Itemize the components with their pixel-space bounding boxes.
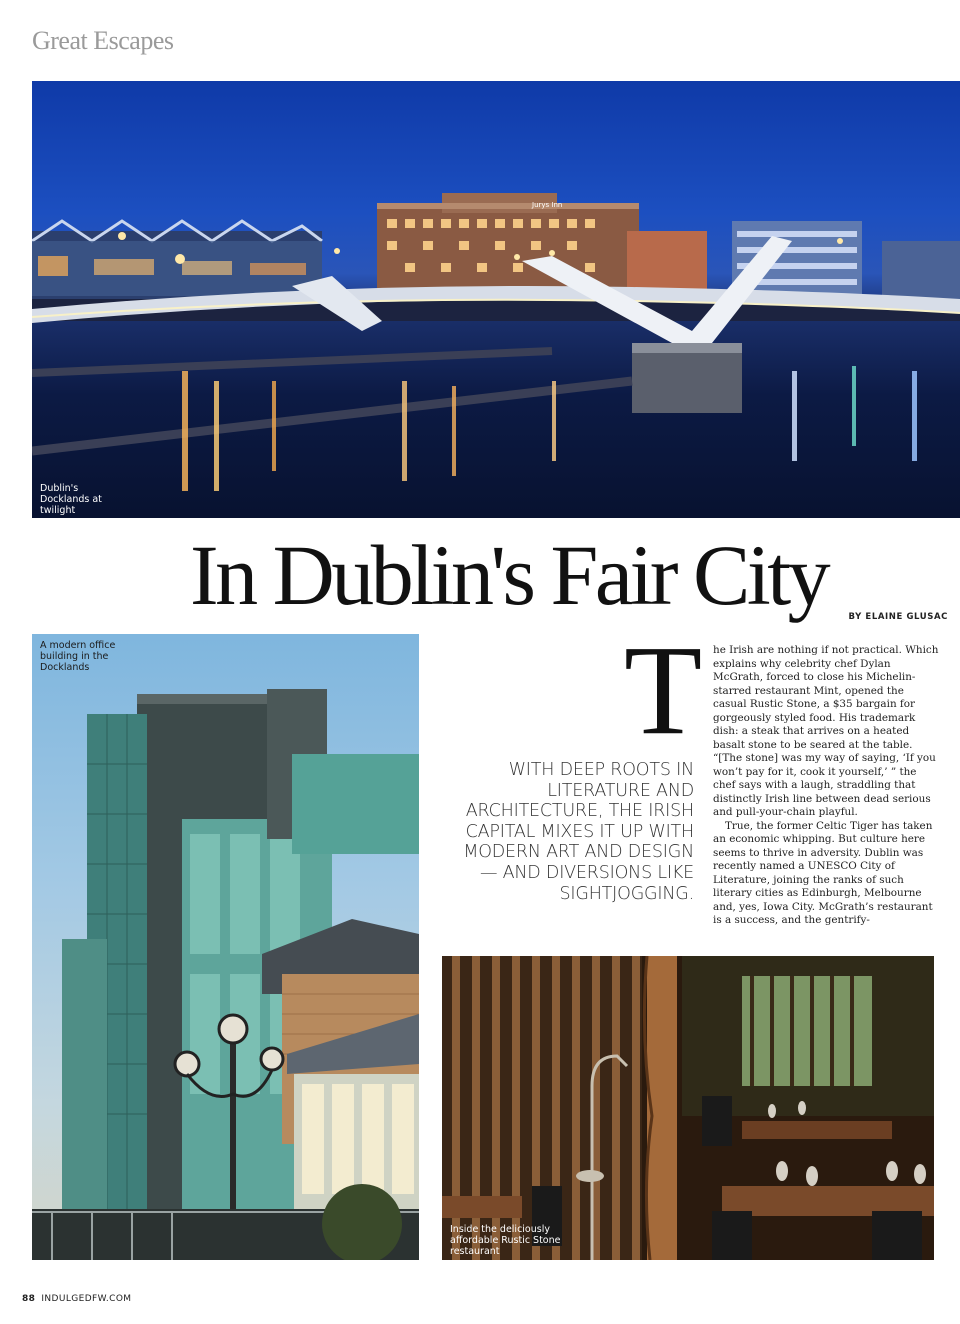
- office-photo: [32, 634, 419, 1260]
- headline: In Dublin's Fair City: [190, 527, 828, 623]
- office-building-illustration: [32, 634, 419, 1260]
- page-number: 88: [22, 1294, 36, 1304]
- restaurant-photo: [442, 956, 934, 1260]
- body-paragraph: True, the former Celtic Tiger has taken an economic whipping. But culture here seems to thrive in adversity. Dublin was recently named a UNESCO City of Literature, joining the ranks of such literary cities as Edinburgh, Melbourne and, yes, Iowa City. McGrath’s restaurant is a success, and the gentrify-: [713, 819, 933, 926]
- office-caption: A modern office building in the Docklands: [40, 640, 116, 673]
- hero-caption: Dublin's Docklands at twilight: [40, 483, 102, 516]
- hotel-sign: Jurys Inn: [532, 201, 563, 209]
- byline: BY ELAINE GLUSAC: [848, 612, 948, 622]
- site-url[interactable]: INDULGEDFW.COM: [41, 1294, 132, 1304]
- deck-text: WITH DEEP ROOTS IN LITERATURE AND ARCHITECTURE, THE IRISH CAPITAL MIXES IT UP WITH MODERN ART AND DESIGN — AND DIVERSIONS LIKE SIGHTJOGGING.: [463, 760, 694, 904]
- page-footer: [22, 1294, 131, 1304]
- body-paragraph: he Irish are nothing if not practical. Which explains why celebrity chef Dylan McGrath, forced to close his Michelin-starred restaurant Mint, opened the casual Rustic Stone, a $35 bargain for gorgeously styled food. His trademark dish: a steak that arrives on a heated basalt stone to be seared at the table. “[The stone] was my way of saying, ‘If you won’t pay for it, cook it yourself,’ ” the chef says with a laugh, straddling that distinctly Irish line between dead serious and pull-your-chain playful.: [713, 644, 939, 818]
- hero-photo: [32, 81, 960, 518]
- restaurant-interior-illustration: [442, 956, 934, 1260]
- restaurant-caption: Inside the deliciously affordable Rustic Stone restaurant: [450, 1224, 561, 1257]
- body-text: [713, 644, 939, 928]
- drop-cap: T: [624, 619, 703, 761]
- docklands-illustration: [32, 81, 960, 518]
- section-label: Great Escapes: [32, 26, 174, 55]
